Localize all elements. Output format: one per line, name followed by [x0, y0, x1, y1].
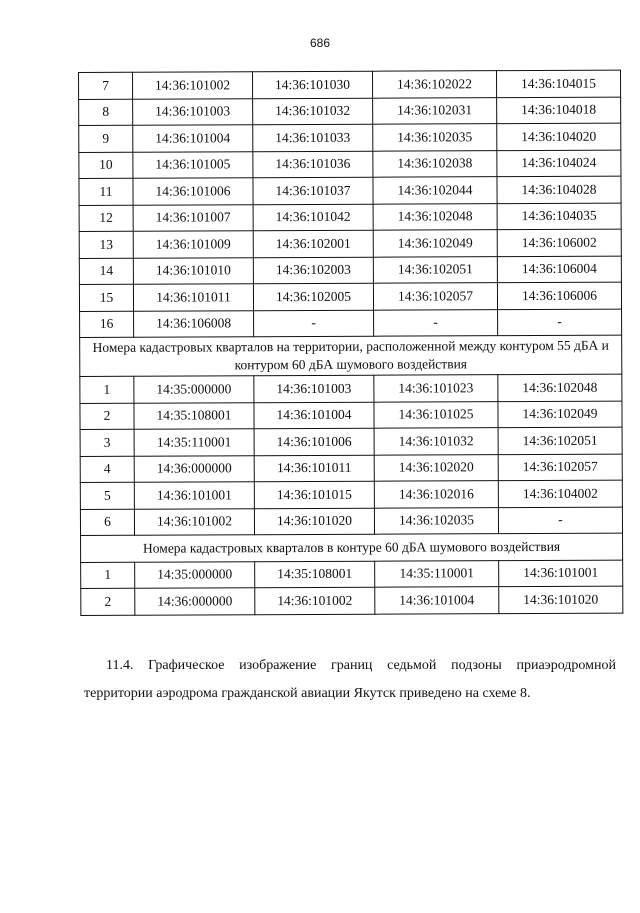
cadastral-number-cell: 14:36:101001 — [499, 560, 623, 587]
table-row — [79, 97, 621, 126]
cadastral-number-cell: 14:36:101003 — [254, 375, 374, 402]
table-row — [79, 123, 621, 152]
row-number-cell: 7 — [79, 72, 133, 99]
table-row — [79, 282, 621, 311]
row-number-cell: 6 — [80, 509, 134, 536]
cadastral-number-cell: 14:36:102035 — [374, 507, 498, 534]
row-number-cell: 2 — [81, 588, 135, 615]
cadastral-number-cell: 14:36:101015 — [254, 481, 374, 508]
cadastral-number-cell: 14:36:102038 — [373, 150, 497, 177]
table-row — [79, 256, 621, 285]
cadastral-number-cell: 14:36:101002 — [133, 72, 253, 99]
cadastral-number-cell: - — [254, 310, 374, 337]
cadastral-number-cell: 14:36:104015 — [496, 70, 620, 97]
cadastral-number-cell: 14:36:102035 — [373, 124, 497, 151]
cadastral-number-cell: 14:35:110001 — [375, 560, 499, 587]
cadastral-number-cell: 14:36:101033 — [253, 124, 373, 151]
cadastral-number-cell: 14:36:101007 — [133, 204, 253, 231]
cadastral-number-cell: 14:36:101006 — [254, 428, 374, 455]
cadastral-number-cell: 14:36:104018 — [497, 97, 621, 124]
table-row — [79, 203, 621, 232]
cadastral-number-cell: 14:36:106008 — [134, 310, 254, 337]
cadastral-number-cell: 14:36:101002 — [134, 508, 254, 535]
row-number-cell: 16 — [80, 311, 134, 338]
row-number-cell: 3 — [80, 429, 134, 456]
cadastral-number-cell: 14:36:101006 — [133, 178, 253, 205]
cadastral-number-cell: 14:36:101023 — [374, 375, 498, 402]
cadastral-number-cell: 14:36:104024 — [497, 150, 621, 177]
cadastral-number-cell: 14:36:101030 — [253, 71, 373, 98]
cadastral-number-cell: 14:36:102022 — [372, 71, 496, 98]
cadastral-number-cell: 14:36:102049 — [498, 401, 622, 428]
cadastral-number-cell: 14:36:104002 — [498, 480, 622, 507]
row-number-cell: 15 — [79, 284, 133, 311]
cadastral-number-cell: 14:36:102044 — [373, 177, 497, 204]
cadastral-number-cell: 14:35:108001 — [134, 402, 254, 429]
row-number-cell: 11 — [79, 178, 133, 205]
cadastral-number-cell: 14:36:104020 — [497, 123, 621, 150]
cadastral-number-cell: 14:36:104035 — [497, 203, 621, 230]
cadastral-number-cell: 14:36:101009 — [133, 231, 253, 258]
cadastral-number-cell: 14:36:101011 — [254, 455, 374, 482]
cadastral-number-cell: 14:36:102020 — [374, 454, 498, 481]
table-row — [79, 150, 621, 179]
table-row — [80, 454, 622, 483]
paragraph-line-1: 11.4. Графическое изображение границ седьмой подзоны приаэродромной — [106, 658, 616, 673]
cadastral-number-cell: 14:36:102057 — [498, 454, 622, 481]
row-number-cell: 10 — [79, 152, 133, 179]
cadastral-number-cell: 14:35:110001 — [134, 429, 254, 456]
table-row — [79, 70, 621, 99]
section-11-4-paragraph — [84, 652, 616, 708]
cadastral-number-cell: 14:36:101005 — [133, 151, 253, 178]
cadastral-number-cell: 14:35:000000 — [135, 561, 255, 588]
cadastral-number-cell: 14:36:102031 — [373, 97, 497, 124]
table-row — [81, 586, 623, 615]
section-header: Номера кадастровых кварталов в контуре 60 дБА шумового воздействия — [81, 533, 623, 562]
row-number-cell: 9 — [79, 125, 133, 152]
cadastral-number-cell: 14:36:101001 — [134, 482, 254, 509]
cadastral-number-cell: 14:36:102051 — [373, 256, 497, 283]
section-header-row — [81, 533, 623, 562]
table-row — [80, 374, 622, 403]
cadastral-number-cell: 14:36:102048 — [498, 374, 622, 401]
cadastral-number-cell: 14:36:106006 — [497, 282, 621, 309]
cadastral-number-cell: 14:36:102048 — [373, 203, 497, 230]
cadastral-number-cell: 14:36:101004 — [375, 587, 499, 614]
cadastral-number-cell: 14:36:000000 — [134, 455, 254, 482]
cadastral-number-cell: 14:36:102057 — [373, 283, 497, 310]
page-number: 686 — [309, 36, 331, 50]
table-row — [79, 229, 621, 258]
cadastral-number-cell: 14:36:102051 — [498, 427, 622, 454]
cadastral-number-cell: 14:35:108001 — [255, 561, 375, 588]
row-number-cell: 8 — [79, 99, 133, 126]
row-number-cell: 14 — [79, 258, 133, 285]
cadastral-number-cell: 14:36:101037 — [253, 177, 373, 204]
table-row — [80, 309, 622, 338]
cadastral-number-cell: 14:35:000000 — [134, 376, 254, 403]
section-header-row — [80, 335, 622, 376]
cadastral-number-cell: 14:36:101032 — [253, 98, 373, 125]
row-number-cell: 1 — [81, 562, 135, 589]
cadastral-number-cell: - — [498, 507, 622, 534]
cadastral-number-cell: - — [374, 309, 498, 336]
cadastral-number-cell: 14:36:101025 — [374, 401, 498, 428]
row-number-cell: 13 — [79, 231, 133, 258]
row-number-cell: 4 — [80, 456, 134, 483]
cadastral-number-cell: 14:36:102016 — [374, 481, 498, 508]
table-row — [80, 480, 622, 509]
cadastral-number-cell: 14:36:101011 — [133, 284, 253, 311]
cadastral-number-cell: 14:36:101020 — [254, 508, 374, 535]
cadastral-number-cell: 14:36:101032 — [374, 428, 498, 455]
cadastral-quarters-table — [78, 70, 623, 616]
paragraph-line-2: территории аэродрома гражданской авиации Якутск приведено на схеме 8. — [84, 686, 531, 701]
cadastral-number-cell: - — [498, 309, 622, 336]
row-number-cell: 5 — [80, 482, 134, 509]
cadastral-number-cell: 14:36:106004 — [497, 256, 621, 283]
cadastral-number-cell: 14:36:102049 — [373, 230, 497, 257]
table-row — [80, 507, 622, 536]
cadastral-number-cell: 14:36:102001 — [253, 230, 373, 257]
cadastral-number-cell: 14:36:102003 — [253, 257, 373, 284]
section-header: Номера кадастровых кварталов на территории, расположенной между контуром 55 дБА и контуром 60 дБА шумового воздействия — [80, 335, 622, 376]
cadastral-number-cell: 14:36:104028 — [497, 176, 621, 203]
row-number-cell: 12 — [79, 205, 133, 232]
table-row — [80, 427, 622, 456]
cadastral-number-cell: 14:36:101010 — [133, 257, 253, 284]
cadastral-number-cell: 14:36:101020 — [499, 586, 623, 613]
cadastral-number-cell: 14:36:101003 — [133, 98, 253, 125]
cadastral-number-cell: 14:36:101004 — [254, 402, 374, 429]
table-row — [81, 560, 623, 589]
row-number-cell: 1 — [80, 376, 134, 403]
table-body — [79, 70, 623, 615]
row-number-cell: 2 — [80, 403, 134, 430]
cadastral-number-cell: 14:36:101042 — [253, 204, 373, 231]
cadastral-number-cell: 14:36:101036 — [253, 151, 373, 178]
cadastral-number-cell: 14:36:102005 — [253, 283, 373, 310]
table-row — [79, 176, 621, 205]
cadastral-number-cell: 14:36:000000 — [135, 588, 255, 615]
cadastral-number-cell: 14:36:106002 — [497, 229, 621, 256]
cadastral-number-cell: 14:36:101004 — [133, 125, 253, 152]
table-row — [80, 401, 622, 430]
cadastral-number-cell: 14:36:101002 — [255, 587, 375, 614]
